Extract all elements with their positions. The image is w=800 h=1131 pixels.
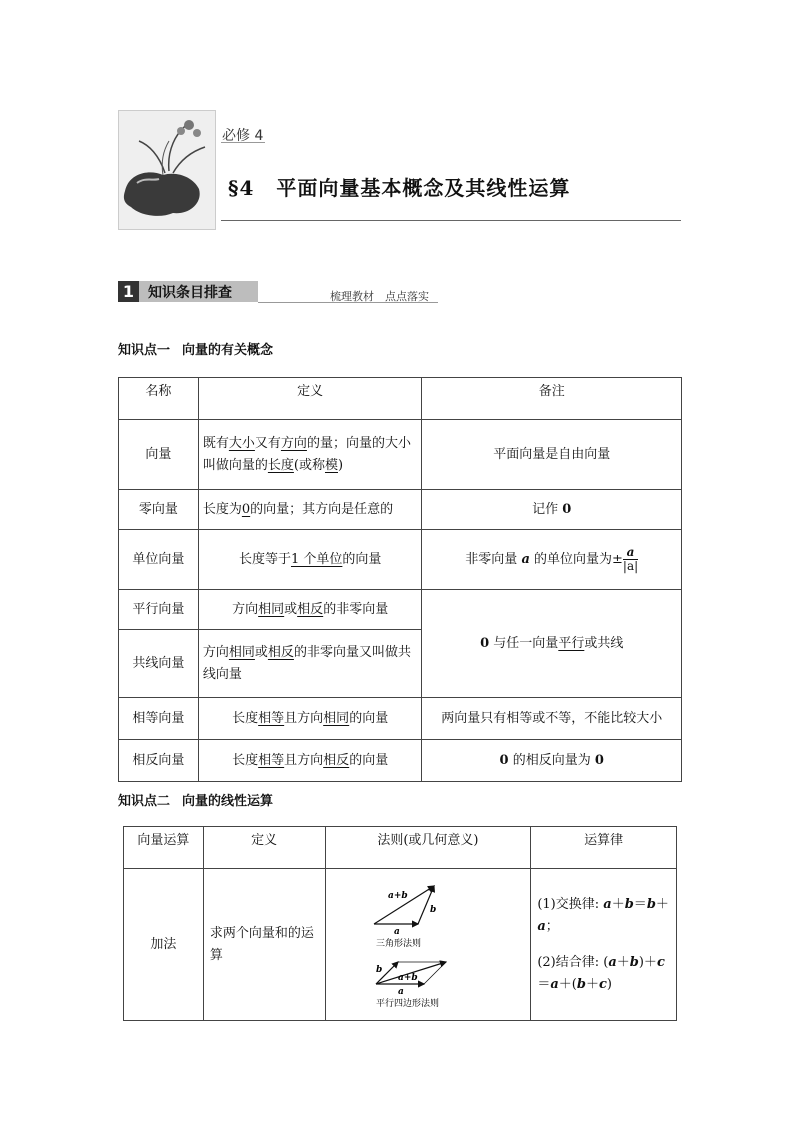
table-row <box>119 590 682 630</box>
label-sum: a+b <box>397 972 418 983</box>
definition-cell: 长度相等且方向相同的向量 <box>198 698 422 740</box>
concept-table <box>118 377 682 782</box>
note-cell: 平面向量是自由向量 <box>422 420 682 490</box>
operations-table <box>123 826 677 1021</box>
header-cell: 名称 <box>119 378 199 420</box>
table-header-row <box>119 378 682 420</box>
name-cell: 单位向量 <box>119 530 199 590</box>
table-row <box>124 869 677 1021</box>
note-cell: 记作 0 <box>422 490 682 530</box>
associative-law: (2)结合律: (a＋b)＋c＝a＋(b＋c) <box>537 954 665 992</box>
header-cell: 定义 <box>198 378 422 420</box>
table-row <box>119 530 682 590</box>
divider <box>221 220 681 221</box>
definition-cell: 求两个向量和的运算 <box>203 869 325 1021</box>
operation-cell: 加法 <box>124 869 204 1021</box>
label-sum: a+b <box>387 890 408 901</box>
label-b: b <box>429 904 437 915</box>
name-cell: 向量 <box>119 420 199 490</box>
section-note: 梳理教材 点点落实 <box>330 290 429 303</box>
note-cell: 非零向量 a 的单位向量为± $\frac{a}{|a|}$ <box>422 530 682 590</box>
kp-title: 向量的线性运算 <box>182 794 274 809</box>
kp-label: 知识点一 <box>118 343 171 358</box>
note-cell: 0 的相反向量为 0 <box>422 740 682 782</box>
page-title <box>228 172 570 201</box>
note-cell: 0 与任一向量平行或共线 <box>422 590 682 698</box>
header-cell: 备注 <box>422 378 682 420</box>
note-cell: 两向量只有相等或不等，不能比较大小 <box>422 698 682 740</box>
table-row <box>119 698 682 740</box>
header-illustration <box>118 110 216 230</box>
name-cell: 平行向量 <box>119 590 199 630</box>
header-cell: 运算律 <box>531 827 677 869</box>
kp-title: 向量的有关概念 <box>182 343 274 358</box>
label-a: a <box>393 926 400 937</box>
table-row <box>119 490 682 530</box>
header-cell: 向量运算 <box>124 827 204 869</box>
name-cell: 相等向量 <box>119 698 199 740</box>
commutative-law: (1)交换律: a＋b＝b＋a； <box>537 896 669 934</box>
table-header-row <box>124 827 677 869</box>
table-row <box>119 420 682 490</box>
rule-figure-cell <box>325 869 531 1021</box>
book-label: 必修 4 <box>222 128 264 144</box>
label-a: a <box>397 986 404 997</box>
definition-cell: 长度等于1 个单位的向量 <box>198 530 422 590</box>
divider <box>221 142 265 143</box>
knowledge-point-heading <box>118 790 273 809</box>
section-title: 知识条目排查 <box>148 285 232 301</box>
parallelogram-rule-caption: 平行四边形法则 <box>375 998 439 1009</box>
definition-cell: 方向相同或相反的非零向量 <box>198 590 422 630</box>
name-cell: 相反向量 <box>119 740 199 782</box>
definition-cell: 方向相同或相反的非零向量又叫做共线向量 <box>198 630 422 698</box>
definition-cell: 既有大小又有方向的量；向量的大小叫做向量的长度(或称模) <box>198 420 422 490</box>
header-cell: 定义 <box>203 827 325 869</box>
definition-cell: 长度为0的向量；其方向是任意的 <box>198 490 422 530</box>
kp-label: 知识点二 <box>118 794 171 809</box>
triangle-rule-caption: 三角形法则 <box>375 938 421 949</box>
vector-addition-figure <box>368 880 488 1010</box>
unit-vector-fraction: $\frac{a}{|a|}$ <box>622 545 639 573</box>
definition-cell: 长度相等且方向相反的向量 <box>198 740 422 782</box>
section-number: §4 <box>228 176 255 200</box>
name-cell: 零向量 <box>119 490 199 530</box>
laws-cell <box>531 869 677 1021</box>
name-cell: 共线向量 <box>119 630 199 698</box>
label-b: b <box>375 964 383 975</box>
section-badge: 1 <box>118 281 139 302</box>
knowledge-point-heading <box>118 339 273 358</box>
title-text: 平面向量基本概念及其线性运算 <box>276 176 571 200</box>
header-cell: 法则(或几何意义) <box>325 827 531 869</box>
table-row <box>119 740 682 782</box>
